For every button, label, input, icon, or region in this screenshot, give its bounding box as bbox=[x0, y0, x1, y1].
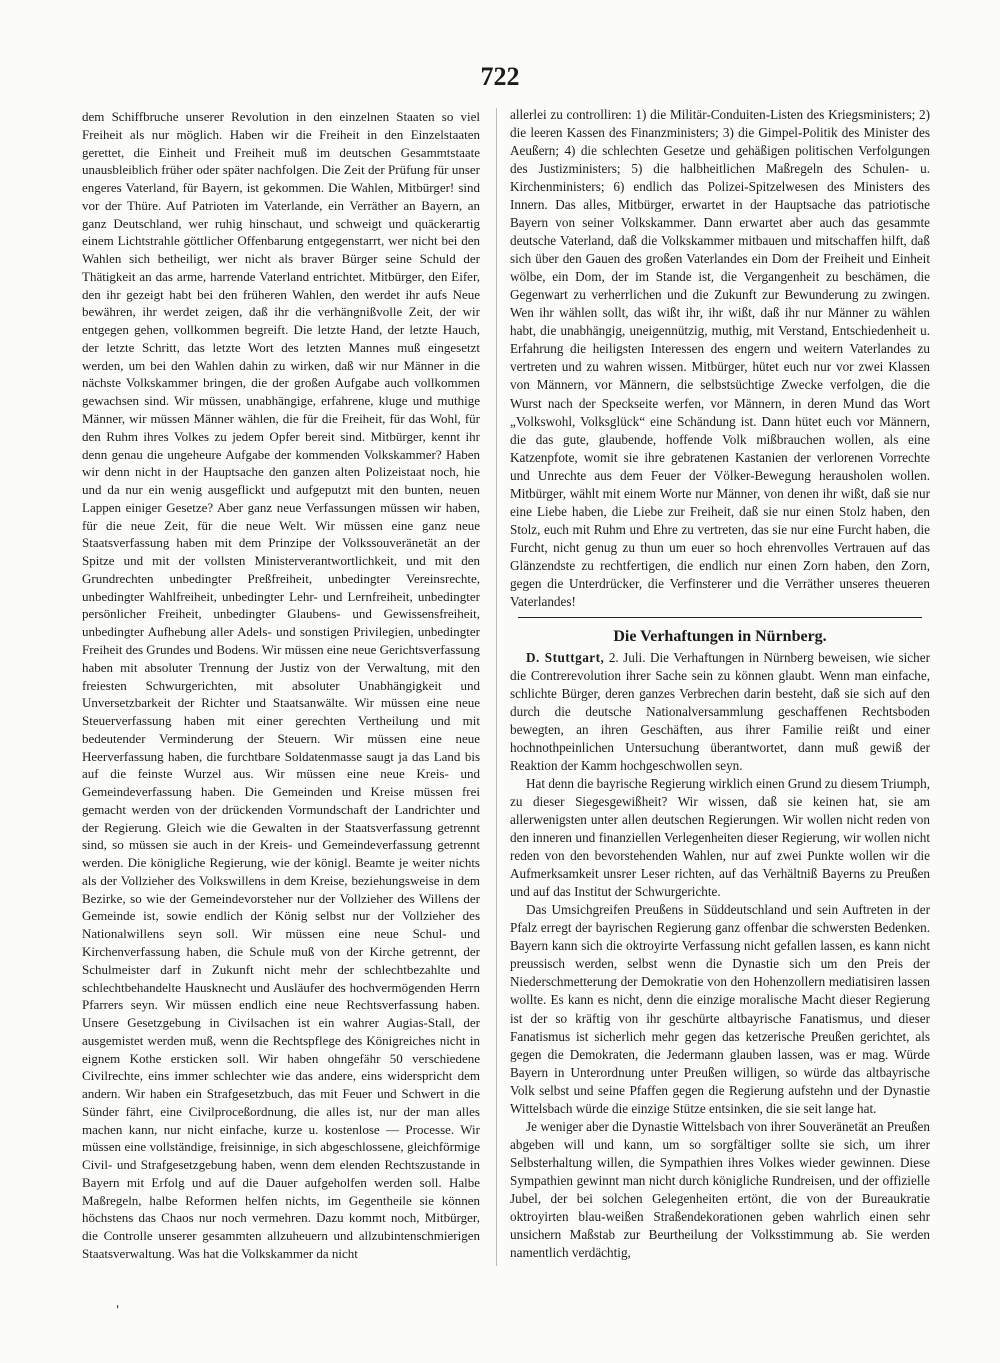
article-paragraph-4: Je weniger aber die Dynastie Wittelsbach von ihrer Souveränetät an Preußen abgeben will und kann, um so sorgfältiger sollte sie sich, um ihrer Selbsterhaltung willen, die Sympathien ihres Volkes wieder gewinnen. Diese Sympathien gewinnt man nicht durch königliche Rundreisen, und der offizielle Jubel, der bei solchen Gelegenheiten ertönt, die von der Bureaukratie oktroyirten blau-weißen Straßendekorationen geben wahrlich einen sehr unsichern Maßstab zur Beurtheilung der Volksstimmung ab. Sie werden namentlich verdächtig, bbox=[510, 1118, 930, 1260]
left-column bbox=[82, 108, 480, 1263]
article-paragraph-2: Hat denn die bayrische Regierung wirklich einen Grund zu diesem Triumph, zu dieser Siegesgewißheit? Wir wissen, daß sie keinen hat, sie am allerwenigsten unter allen deutschen Regierungen. Wir wollen nicht reden von den inneren und finanziellen Verlegenheiten dieser Regierung, wir wollen nicht reden von den bevorstehenden Wahlen, nur auf zwei Punkte wollen wir die Aufmerksamkeit unsrer Leser richten, auf das Verhältniß Bayerns zu Preußen und auf das Institut der Schwurgerichte. bbox=[510, 776, 930, 900]
article-heading: Die Verhaftungen in Nürnberg. bbox=[613, 627, 827, 645]
article-paragraph-1 bbox=[510, 649, 930, 775]
left-column-text: dem Schiffbruche unserer Revolution in den einzelnen Staaten so viel Freiheit als nur möglich. Haben wir die Freiheit in den Einzelstaaten gerettet, die Einheit und Freiheit muß im deutschen Gesammtstaate unausbleiblich früher oder später nachfolgen. Die Zeit der Prüfung für unser engeres Vaterland, für Bayern, ist gekommen. Die Wahlen, Mitbürger! sind vor der Thüre. Auf Patrioten im Vaterlande, ein Verräther an Bayern, an ganz Deutschland, wer ruhig hinschaut, und schweigt und quäckerartig einem Lichtstrahle göttlicher Offenbarung entgegenstarrt, wer nicht bei den Wahlen sich betheiligt, wer nicht als braver Bürger seine Schuld der Thätigkeit an das arme, harrende Vaterland entrichtet. Mitbürger, den Eifer, den ihr gezeigt habt bei den früheren Wahlen, den werdet ihr aufs Neue bewähren, ihr werdet zeigen, daß ihr die verhängnißvolle Zeit, der wir entgegen gehen, vollkommen begreift. Die letzte Hand, der letzte Hauch, der letzte Schritt, das letzte Wort des letzten Mannes muß eingesetzt werden, um bei den Wahlen dahin zu wirken, daß wir nur Männer in die nächste Volkskammer bringen, die der großen Aufgabe auch vollkommen gewachsen sind. Wir müssen, unabhängige, erfahrene, kluge und muthige Männer, wir müssen Männer wählen, die für die Freiheit, für das Wohl, für den Ruhm ihres Volkes zu jedem Opfer bereit sind. Mitbürger, kennt ihr denn genau die ungeheure Aufgabe der kommenden Volkskammer? Haben wir denn nicht in der Hauptsache den ganzen alten Polizeistaat noch, hie und da nur ein wenig ausgeflickt und aufgeputzt mit den bunten, neuen Lappen einiger Gesetze? Aber ganz neue Verfassungen müssen wir haben, für die neue Zeit, für die neue Welt. Wir müssen eine ganz neue Staatsverfassung haben mit dem Prinzipe der Volkssouveränetät an der Spitze und mit der vollsten Ministerverantwortlichkeit, und mit den Grundrechten unbedingter Preßfreiheit, unbedingter Vereinsrechte, unbedingter Wahlfreiheit, unbedingter Lehr- und Lernfreiheit, unbedingter persönlicher Freiheit, unbedingter Glaubens- und Gewissensfreiheit, unbedingter Aufhebung aller Adels- und sonstigen Privilegien, unbedingter Freiheit des Grundes und Bodens. Wir müssen eine neue Gerichtsverfassung haben mit absoluter Trennung der Justiz von der Verwaltung, mit den freiesten Schwurgerichten, mit absoluter Unabhängigkeit und Unversetzbarkeit der Richter und Staatsanwälte. Wir müssen eine neue Steuerverfassung haben mit einer gerechten Vertheilung und mit bedeutender Verminderung der Steuern. Wir müssen eine neue Heerverfassung haben, die furchtbare Soldatenmasse saugt ja das Land bis auf die feinste Wurzel aus. Wir müssen eine neue Kreis- und Gemeindeverfassung haben. Die Gemeinden und Kreise müssen frei gemacht werden von der drückenden Vormundschaft der Landrichter und der Regierung. Gleich wie die Gewalten in der Staatsverfassung getrennt sind, so müssen sie auch in der Kreis- und Gemeindeverfassung getrennt werden. Die königliche Regierung, wie der königl. Beamte je weiter nichts als der Vollzieher des Volkswillens in dem Kreise, beziehungsweise in dem Bezirke, so wie der Gemeindevorsteher nur der Vollzieher des Willens der Gemeinde ist, sowie endlich der König selbst nur der Vollzieher des Nationalwillens seyn soll. Wir müssen eine neue Schul- und Kirchenverfassung haben, die Schule muß von der Kirche getrennt, der Schulmeister darf in Zukunft nicht mehr der schlechtbezahlte und schlechtbehandelte Hausknecht und Ausläufer des hochvermögenden Herrn Pfarrers seyn. Wir müssen endlich eine neue Rechtsverfassung haben. Unsere Gesetzgebung in Civilsachen ist ein wahrer Augias-Stall, der ausgemistet werden muß, wenn die Rechtspflege des Königreiches nicht in eignem Kothe ersticken soll. Wir haben ohngefähr 50 verschiedene Civilrechte, eins immer schlechter wie das andere, eins widerspricht dem andern. Wir haben ein Strafgesetzbuch, das mit Feuer und Schwert in die Sünder fährt, eine Civilproceßordnung, die alles ist, nur der man alles machen kann, nur nicht einfache, kurze u. kostenlose — Processe. Wir müssen eine vollständige, freisinnige, in sich abgeschlossene, gleichförmige Civil- und Strafgesetzgebung haben, wenn dem elenden Rechtszustande in Bayern mit Erfolg und auf die Dauer aufgeholfen werden soll. Halbe Maßregeln, halbe Reformen helfen nichts, im Gegentheile sie können höchstens das Chaos nur noch vermehren. Dazu kommt noch, Mitbürger, die Controlle unserer gesammten allzuheuern und allzubintenschmierigen Staatsverwaltung. Was hat die Volkskammer da nicht bbox=[82, 109, 480, 1261]
paragraph-1-text: Die Verhaftungen in Nürnberg beweisen, wie sicher die Contrerevolution ihrer Sache sein zu können glaubt. Wenn man einfache, schlichte Bürger, deren ganzes Verbrechen darin besteht, daß sie sich auf den durch die deutsche Nationalversammlung geschaffenen Rechtsboden bewegten, an ihren Geschäften, aus ihrer Familie reißt und einer hochnothpeinlichen Untersuchung überantwortet, dann muß gewiß der Reaktion der Kamm hochgeschwollen seyn. bbox=[510, 649, 930, 774]
dateline-place: D. Stuttgart, bbox=[526, 649, 605, 665]
margin-mark: ' bbox=[116, 1303, 120, 1317]
section-rule bbox=[518, 617, 922, 618]
article-paragraph-3: Das Umsichgreifen Preußens in Süddeutschland und sein Auftreten in der Pfalz erregt der bayrischen Regierung ganz offenbar die schwersten Bedenken. Bayern kann sich die oktroyirte Verfassung nicht gefallen lassen, es kann nicht preussisch werden, selbst wenn die Dynastie sich um den Preis der Niederschmetterung der Demokratie von den Hohenzollern mediatisiren lassen wollte. Es kann es nicht, denn die einzige moralische Macht dieser Regierung ist der so kräftig von ihr geschürte altbayrische Fanatismus, und dieser Fanatismus ist sicherlich mehr gegen das ketzerische Preußen gerichtet, als gegen die Demokraten, die Jedermann glauben lassen, was er mag. Würde Bayern in Unterordnung unter Preußen willigen, so würde das altbayrische Volk selbst und seine Pfaffen gegen die Regierung aufstehn und der Dynastie Wittelsbach würde die einzige Stütze entsinken, die sie seit lange hat. bbox=[510, 902, 930, 1116]
column-divider bbox=[496, 108, 497, 1266]
dateline-date: 2. Juli. bbox=[604, 649, 646, 665]
right-column-continuation: allerlei zu controlliren: 1) die Militär-Conduiten-Listen des Kriegsministers; 2) die leeren Kassen des Finanzministers; 3) die Gimpel-Politik des Minister des Aeußern; 4) die schlechten Gesetze und gehäßigen politischen Verfolgungen des Justizministers; 5) die halbheitlichen Maßregeln des Schulen- u. Kirchenministers; 6) endlich das Polizei-Spitzelwesen des Ministers des Innern. Das alles, Mitbürger, erwartet in der Hauptsache das patriotische Bayern von seiner Volkskammer. Dann erwartet aber auch das gesammte deutsche Vaterland, daß die Volkskammer mitbauen und mitschaffen hilft, daß sich über den Gauen des großen Vaterlandes ein Dom der Freiheit und Einheit wölbe, ein Dom, der im Stande ist, die Vergangenheit zu beschämen, die Gegenwart zu verherrlichen und die Zukunft zur Bewunderung zu zwingen. Wen ihr wählen sollt, das wißt ihr, ihr wißt, daß ihr nur Männer zu wählen habt, die unabhängig, uneigennützig, muthig, mit Verstand, Entschiedenheit u. Erfahrung die heiligsten Interessen des engern und weitern Vaterlandes zu vertreten und zu wahren wissen. Mitbürger, hütet euch nur vor zwei Klassen von Männern, vor Männern, die selbstsüchtige Zwecke verfolgen, die die Wurst nach der Speckseite werfen, vor Männern, in deren Mund das Wort „Volkswohl, Volksglück“ eine Schändung ist. Dann hütet euch vor Männern, die das gute, glaubende, hoffende Volk mißbrauchen wollen, als eine Katzenpfote, womit sie ihre gebratenen Kastanien der verlorenen Vorrechte und Unrechte aus dem Feuer der Völker-Bewegung herausholen wollen. Mitbürger, wählt mit einem Worte nur Männer, von denen ihr wißt, daß sie nur eine Liebe haben, die Liebe zur Freiheit, daß sie nur einen Stolz haben, den Stolz, euch mit Ruhm und Ehre zu vertreten, das sie nur eine Furcht haben, die Furcht, nicht genug zu thun um euer so hoch ehrenvolles Vertrauen auf das Glänzendste zu rechtfertigen, die endlich nur einen Zorn haben, den Zorn, gegen die Unterdrücker, die Verfinsterer und die Verräther unseres theueren Vaterlandes! bbox=[510, 107, 930, 609]
right-column bbox=[510, 106, 930, 1262]
page-number: 722 bbox=[480, 62, 520, 91]
